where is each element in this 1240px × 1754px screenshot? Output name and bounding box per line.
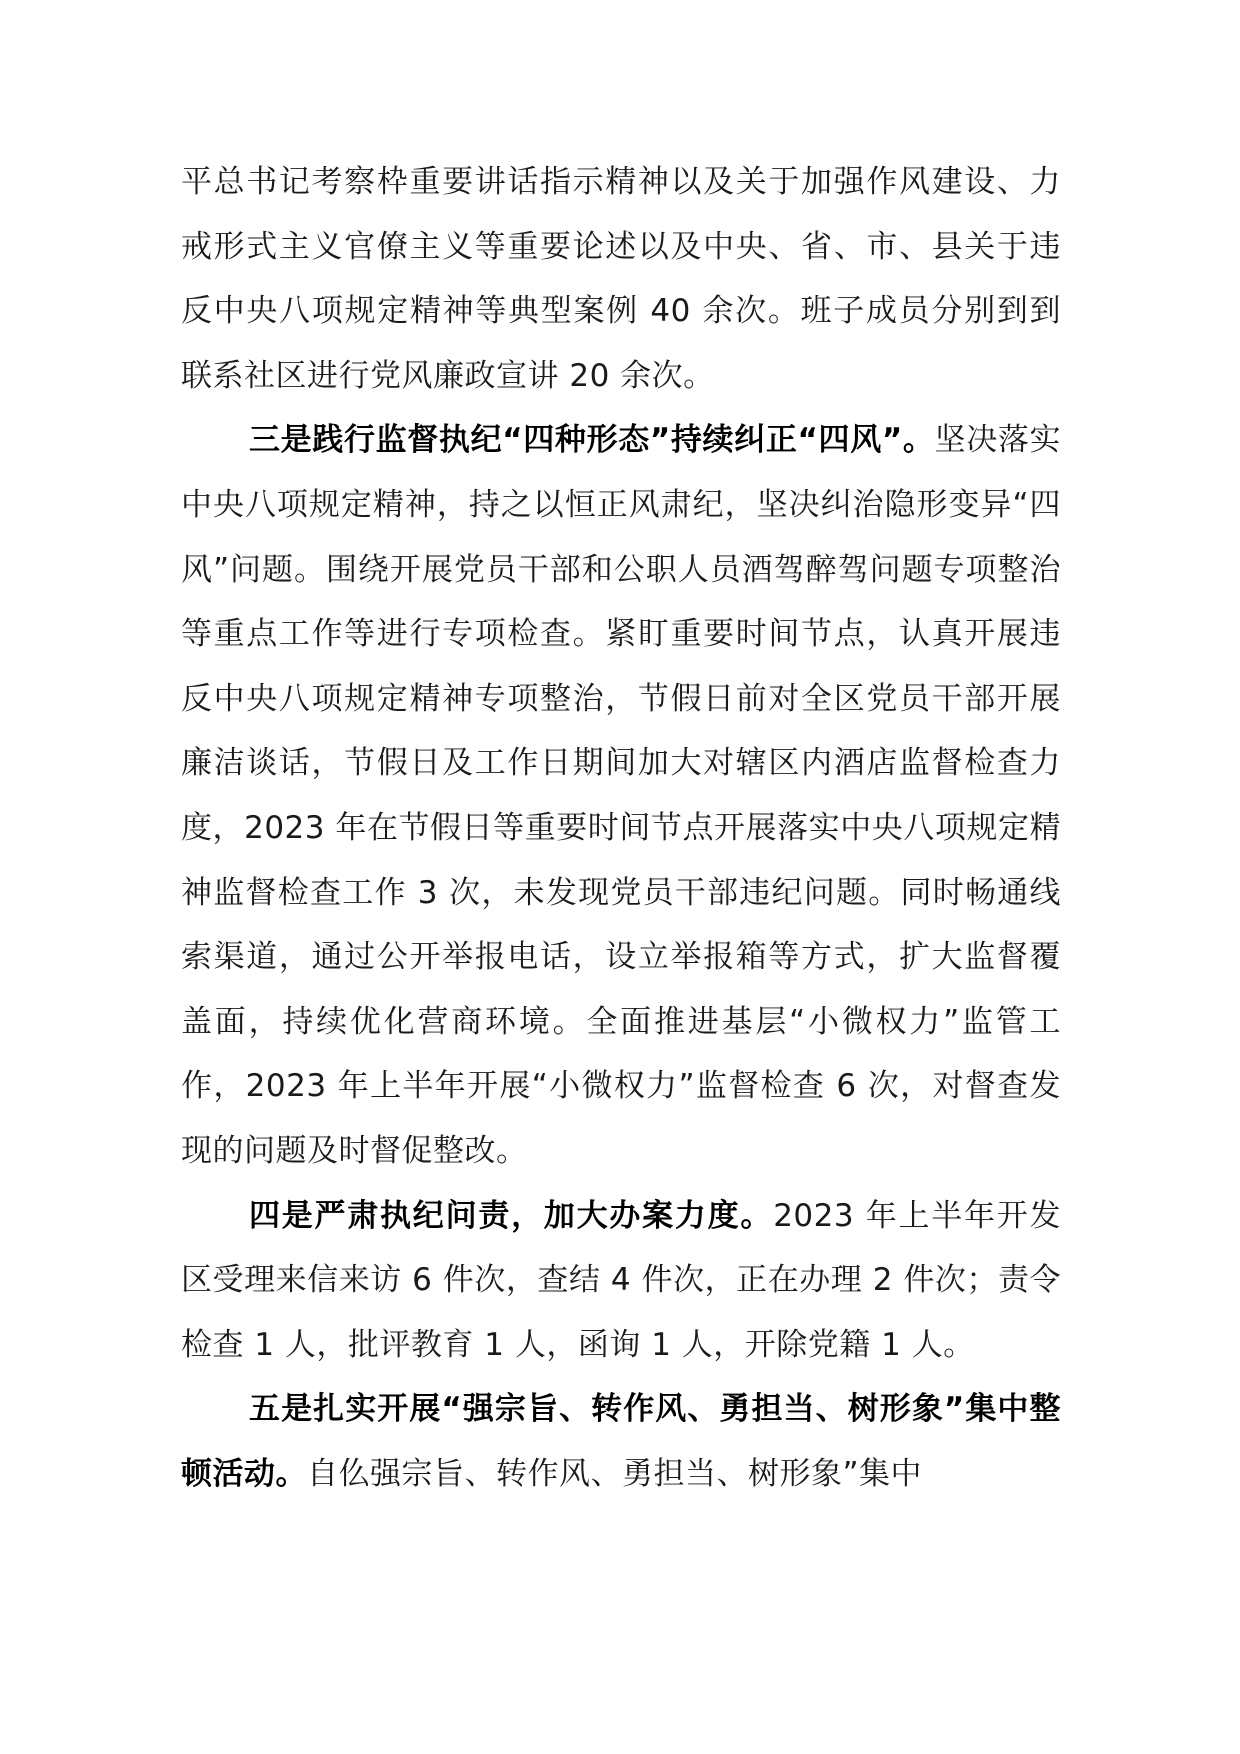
section-heading-three: 三是践行监督执纪“四种形态”持续纠正“四风”。: [249, 422, 935, 459]
section-heading-four: 四是严肃执纪问责，加大办案力度。: [249, 1197, 774, 1234]
document-body: [181, 150, 1061, 1506]
paragraph-continuation: [181, 150, 1061, 408]
paragraph-text: 平总书记考察枠重要讲话指示精神以及关于加强作风建设、力戒形式主义官僚主义等重要论述以及中央、省、市、县关于违反中央八项规定精神等典型案例 40 余次。班子成员分别到到联系社区进行党风廉政宣讲 20 余次。: [181, 164, 1061, 394]
paragraph-section-three: [181, 408, 1061, 1183]
paragraph-section-five: [181, 1377, 1061, 1506]
section-heading-five: 五是扎实开展“强宗旨、转作风、勇担当、树形象”集中整顿活动。: [181, 1391, 1061, 1492]
paragraph-text: 自仫强宗旨、转作风、勇担当、树形象”集中: [307, 1455, 923, 1492]
paragraph-section-four: [181, 1184, 1061, 1378]
paragraph-text: 2023 年上半年开发区受理来信来访 6 件次，查结 4 件次，正在办理 2 件次；责令检查 1 人，批评教育 1 人，函询 1 人，开除党籍 1 人。: [181, 1197, 1062, 1363]
paragraph-text: 坚决落实中央八项规定精神，持之以恒正风肃纪，坚决纠治隐形变异“四风”问题。围绕开展党员干部和公职人员酒驾醉驾问题专项整治等重点工作等进行专项检查。紧盯重要时间节点，认真开展违反中央八项规定精神专项整治，节假日前对全区党员干部开展廉洁谈话，节假日及工作日期间加大对辖区内酒店监督检查力度，2023 年在节假日等重要时间节点开展落实中央八项规定精神监督检查工作 3 次，未发现党员干部违纪问题。同时畅通线索渠道，通过公开举报电话，设立举报箱等方式，扩大监督覆盖面，持续优化营商环境。全面推进基层“小微权力”监管工作，2023 年上半年开展“小微权力”监督检查 6 次，对督查发现的问题及时督促整改。: [181, 422, 1062, 1169]
